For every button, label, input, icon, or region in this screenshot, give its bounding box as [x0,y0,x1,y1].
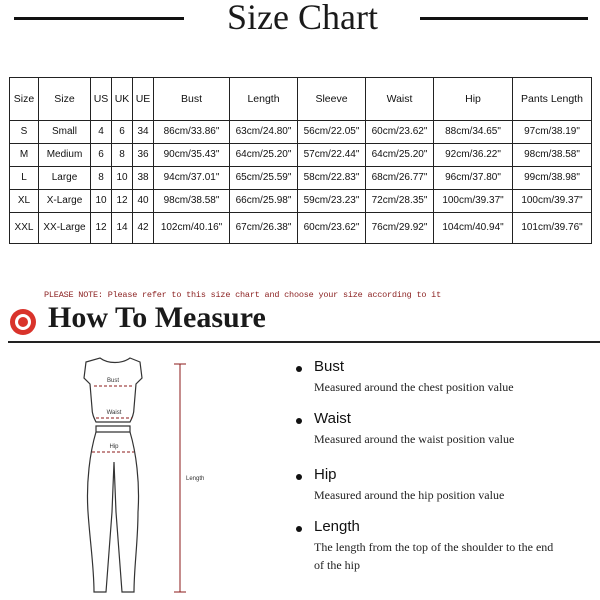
table-cell: 90cm/35.43" [154,144,230,167]
table-cell: 88cm/34.65" [434,121,513,144]
header-bust: Bust [154,78,230,121]
bust-marker [94,378,134,386]
table-cell: 60cm/23.62" [298,213,366,244]
table-cell: 76cm/29.92" [366,213,434,244]
table-cell: 14 [112,213,133,244]
table-cell: 42 [133,213,154,244]
table-cell: Medium [39,144,91,167]
table-cell: 94cm/37.01" [154,167,230,190]
header-us: US [91,78,112,121]
size-table [9,77,592,244]
waist-marker [96,410,132,418]
waist-label: Waist [106,410,122,416]
hip-marker [92,444,134,452]
table-cell: 72cm/28.35" [366,190,434,213]
bullet-icon [296,366,302,372]
table-cell: 64cm/25.20" [366,144,434,167]
target-icon [8,307,38,337]
table-header-row [10,78,592,121]
table-cell: 10 [112,167,133,190]
guide-title: Waist [314,410,351,427]
table-cell: S [10,121,39,144]
table-cell: Small [39,121,91,144]
table-cell: 56cm/22.05" [298,121,366,144]
title-bar [0,0,600,40]
table-cell: 8 [91,167,112,190]
table-cell: 96cm/37.80" [434,167,513,190]
guide-title: Hip [314,466,337,483]
guide-title: Length [314,518,360,535]
table-cell: M [10,144,39,167]
guide-description: Measured around the waist position value [314,432,515,446]
table-cell: 57cm/22.44" [298,144,366,167]
table-cell: X-Large [39,190,91,213]
table-cell: 65cm/25.59" [230,167,298,190]
table-cell: 68cm/26.77" [366,167,434,190]
header-size-name: Size [39,78,91,121]
header-hip: Hip [434,78,513,121]
table-row [10,167,592,190]
title-rule-left [14,17,184,20]
table-cell: 64cm/25.20" [230,144,298,167]
guide-description: Measured around the chest position value [314,380,514,394]
header-size-code: Size [10,78,39,121]
body-figure [60,352,230,597]
table-cell: 36 [133,144,154,167]
table-cell: 97cm/38.19" [513,121,592,144]
table-cell: 101cm/39.76" [513,213,592,244]
guide-description: The length from the top of the shoulder to the end of the hip [314,540,554,572]
length-marker [174,364,204,592]
table-cell: 98cm/38.58" [154,190,230,213]
table-cell: 6 [112,121,133,144]
header-waist: Waist [366,78,434,121]
table-cell: 66cm/25.98" [230,190,298,213]
table-cell: 12 [91,213,112,244]
measure-rule [8,341,600,343]
table-cell: 100cm/39.37" [434,190,513,213]
table-cell: XL [10,190,39,213]
guide-description: Measured around the hip position value [314,488,505,502]
size-note: PLEASE NOTE: Please refer to this size chart and choose your size according to it [44,290,441,300]
hip-label: Hip [109,444,119,450]
measure-header [8,303,600,343]
table-cell: 38 [133,167,154,190]
table-cell: 102cm/40.16" [154,213,230,244]
table-row [10,213,592,244]
table-cell: 92cm/36.22" [434,144,513,167]
table-row [10,144,592,167]
table-cell: 4 [91,121,112,144]
measure-title: How To Measure [48,301,266,334]
table-cell: 86cm/33.86" [154,121,230,144]
table-cell: XXL [10,213,39,244]
guide-title: Bust [314,358,345,375]
page-title: Size Chart [227,0,378,37]
table-row [10,121,592,144]
bullet-icon [296,526,302,532]
table-cell: 63cm/24.80" [230,121,298,144]
table-cell: 60cm/23.62" [366,121,434,144]
table-cell: 59cm/23.23" [298,190,366,213]
header-length: Length [230,78,298,121]
table-cell: 10 [91,190,112,213]
table-row [10,190,592,213]
table-cell: 99cm/38.98" [513,167,592,190]
header-sleeve: Sleeve [298,78,366,121]
table-cell: 58cm/22.83" [298,167,366,190]
header-pants-length: Pants Length [513,78,592,121]
table-cell: 12 [112,190,133,213]
table-cell: 8 [112,144,133,167]
table-cell: 6 [91,144,112,167]
header-ue: UE [133,78,154,121]
bullet-icon [296,418,302,424]
table-cell: L [10,167,39,190]
table-cell: 67cm/26.38" [230,213,298,244]
table-cell: 98cm/38.58" [513,144,592,167]
body-outline [84,358,142,592]
title-rule-right [420,17,588,20]
table-cell: XX-Large [39,213,91,244]
table-cell: 40 [133,190,154,213]
bust-label: Bust [106,378,120,384]
bullet-icon [296,474,302,480]
table-cell: Large [39,167,91,190]
table-cell: 100cm/39.37" [513,190,592,213]
header-uk: UK [112,78,133,121]
length-label: Length [186,476,205,482]
table-cell: 34 [133,121,154,144]
table-cell: 104cm/40.94" [434,213,513,244]
